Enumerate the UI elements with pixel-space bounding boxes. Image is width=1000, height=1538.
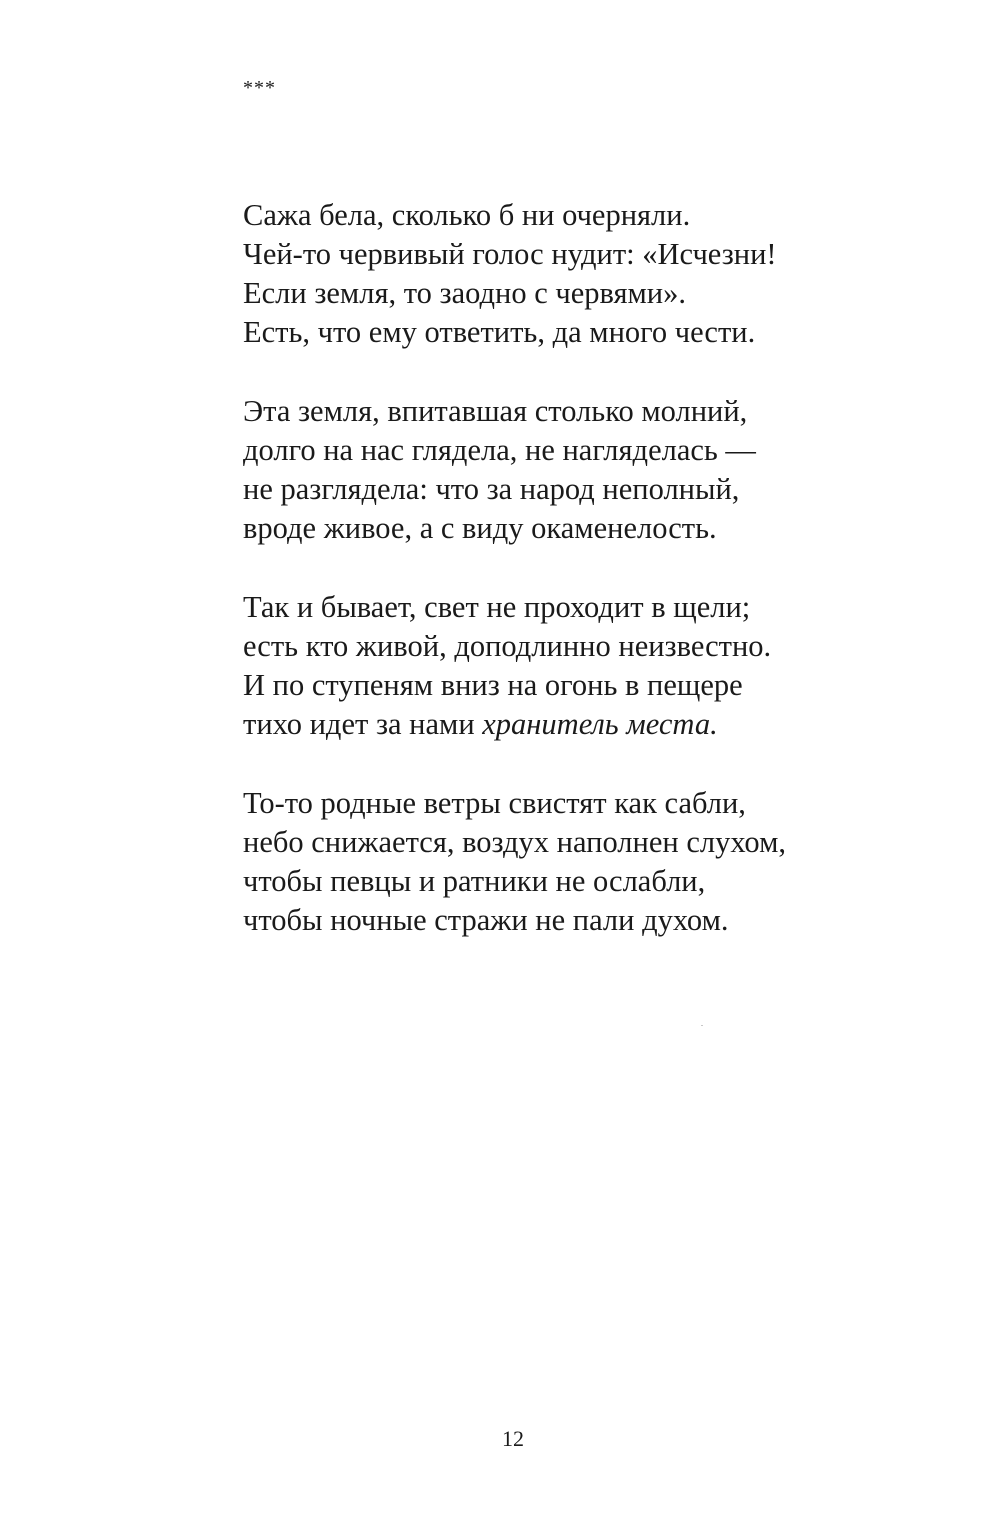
poem-line: не разглядела: что за народ неполный,	[243, 472, 740, 506]
poem-line: вроде живое, а с виду окаменелость.	[243, 511, 717, 545]
section-asterism: ***	[243, 77, 276, 99]
poem-line-mixed	[243, 705, 943, 744]
poem-line: есть кто живой, доподлинно неизвестно.	[243, 629, 772, 663]
stanza-4	[243, 784, 943, 940]
poem-line: Если земля, то заодно с червями».	[243, 276, 687, 310]
poem-line: Эта земля, впитавшая столько молний,	[243, 394, 748, 428]
poem-line-plain-part: тихо идет за нами	[243, 707, 483, 741]
stanza-3	[243, 588, 943, 744]
poem	[243, 196, 943, 980]
poem-line: небо снижается, воздух наполнен слухом,	[243, 825, 787, 859]
poem-line: Чей-то червивый голос нудит: «Исчезни!	[243, 237, 777, 271]
poem-line: чтобы ночные стражи не пали духом.	[243, 903, 729, 937]
poem-line: долго на нас глядела, не нагляделась —	[243, 433, 756, 467]
poem-line-italic-part: хранитель места.	[482, 707, 718, 741]
poem-line: И по ступеням вниз на огонь в пещере	[243, 668, 743, 702]
poem-line: Есть, что ему ответить, да много чести.	[243, 315, 756, 349]
poem-line: чтобы певцы и ратники не ослабли,	[243, 864, 706, 898]
stanza-1	[243, 196, 943, 352]
paper-speck	[701, 1025, 703, 1026]
page-number: 12	[502, 1426, 524, 1451]
poem-line: Так и бывает, свет не проходит в щели;	[243, 590, 751, 624]
poem-line: То-то родные ветры свистят как сабли,	[243, 786, 746, 820]
poem-line: Сажа бела, сколько б ни очерняли.	[243, 198, 691, 232]
stanza-2	[243, 392, 943, 548]
